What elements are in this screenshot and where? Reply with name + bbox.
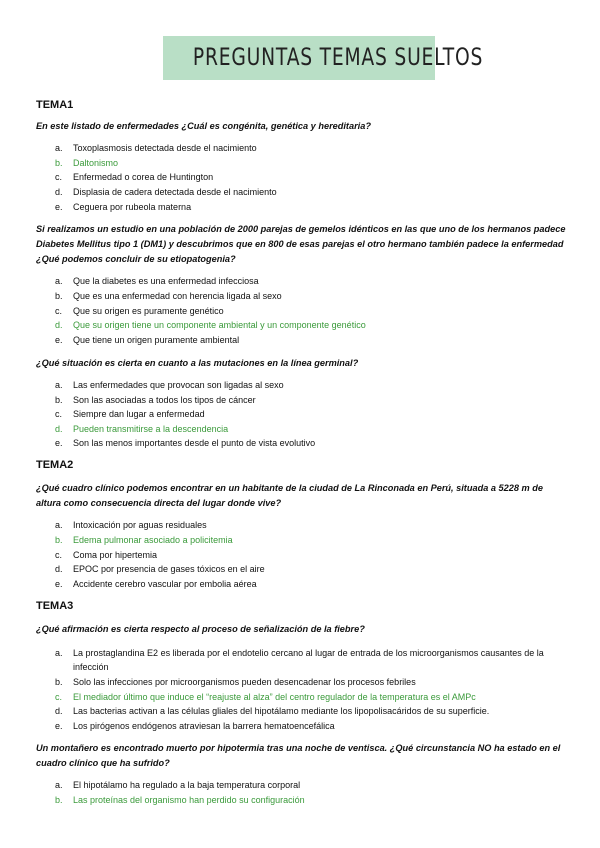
question-text: Si realizamos un estudio en una población de 2000 parejas de gemelos idénticos en las que uno de los hermanos padece Diabetes Mellitus tipo 1 (DM1) y descubrimos que en 800 de esas parejas el otro hermano también padece la enfermedad ¿Qué podemos concluir de su etiopatogenia? [36,224,566,264]
question-text: ¿Qué situación es cierta en cuanto a las mutaciones en la línea germinal? [36,358,359,368]
option-item: a. La prostaglandina E2 es liberada por el endotelio cercano al lugar de entrada de los microorganismos causantes de la infección [55,648,544,672]
option-item-correct: d. Pueden transmitirse a la descendencia [55,424,229,434]
option-item-correct: d. Que su origen tiene un componente ambiental y un componente genético [55,320,366,330]
option-item: c. Coma por hipertemia [55,550,158,560]
option-item: e. Son las menos importantes desde el punto de vista evolutivo [55,438,316,448]
question-text: ¿Qué afirmación es cierta respecto al proceso de señalización de la fiebre? [36,624,365,634]
option-item: d. Las bacterias activan a las células gliales del hipotálamo mediante los lipopolisacáridos de su superficie. [55,706,490,716]
option-item: a. Las enfermedades que provocan son ligadas al sexo [55,380,284,390]
option-item: b. Son las asociadas a todos los tipos de cáncer [55,395,256,405]
question-text: ¿Qué cuadro clínico podemos encontrar en un habitante de la ciudad de La Rinconada en Perú, situada a 5228 m de altura como consecuencia directa del lugar donde vive? [36,483,543,508]
section-heading: TEMA2 [36,459,74,471]
option-item: c. Que su origen es puramente genético [55,306,224,316]
option-item: d. EPOC por presencia de gases tóxicos en el aire [55,564,265,574]
option-item: a. Intoxicación por aguas residuales [55,520,207,530]
page-title: PREGUNTAS TEMAS SUELTOS [192,43,484,71]
option-item: a. El hipotálamo ha regulado a la baja temperatura corporal [55,780,301,790]
question-text: Un montañero es encontrado muerto por hipotermia tras una noche de ventisca. ¿Qué circunstancia NO ha estado en el cuadro clínico que ha sufrido? [36,743,561,768]
option-item: b. Que es una enfermedad con herencia ligada al sexo [55,291,282,301]
option-item: e. Que tiene un origen puramente ambiental [55,335,240,345]
section-heading: TEMA1 [36,99,74,111]
option-item-correct: b. Edema pulmonar asociado a policitemia [55,535,233,545]
option-item: e. Accidente cerebro vascular por embolia aérea [55,579,257,589]
option-item-correct: b. Daltonismo [55,158,119,168]
option-item-correct: b. Las proteínas del organismo han perdido su configuración [55,795,305,805]
option-item: b. Solo las infecciones por microorganismos pueden desencadenar los procesos febriles [55,677,416,687]
option-item: e. Ceguera por rubeola materna [55,202,192,212]
option-item: a. Que la diabetes es una enfermedad infecciosa [55,276,259,286]
option-item: c. Enfermedad o corea de Huntington [55,172,214,182]
option-item: e. Los pirógenos endógenos atraviesan la barrera hematoencefálica [55,721,335,731]
option-item: a. Toxoplasmosis detectada desde el nacimiento [55,143,257,153]
section-heading: TEMA3 [36,600,74,612]
option-item-correct: c. El mediador último que induce el “reajuste al alza” del centro regulador de la temperatura es el AMPc [55,692,476,702]
title-banner [163,36,484,80]
option-item: c. Siempre dan lugar a enfermedad [55,409,205,419]
option-item: d. Displasia de cadera detectada desde el nacimiento [55,187,277,197]
question-text: En este listado de enfermedades ¿Cuál es congénita, genética y hereditaria? [36,121,371,131]
